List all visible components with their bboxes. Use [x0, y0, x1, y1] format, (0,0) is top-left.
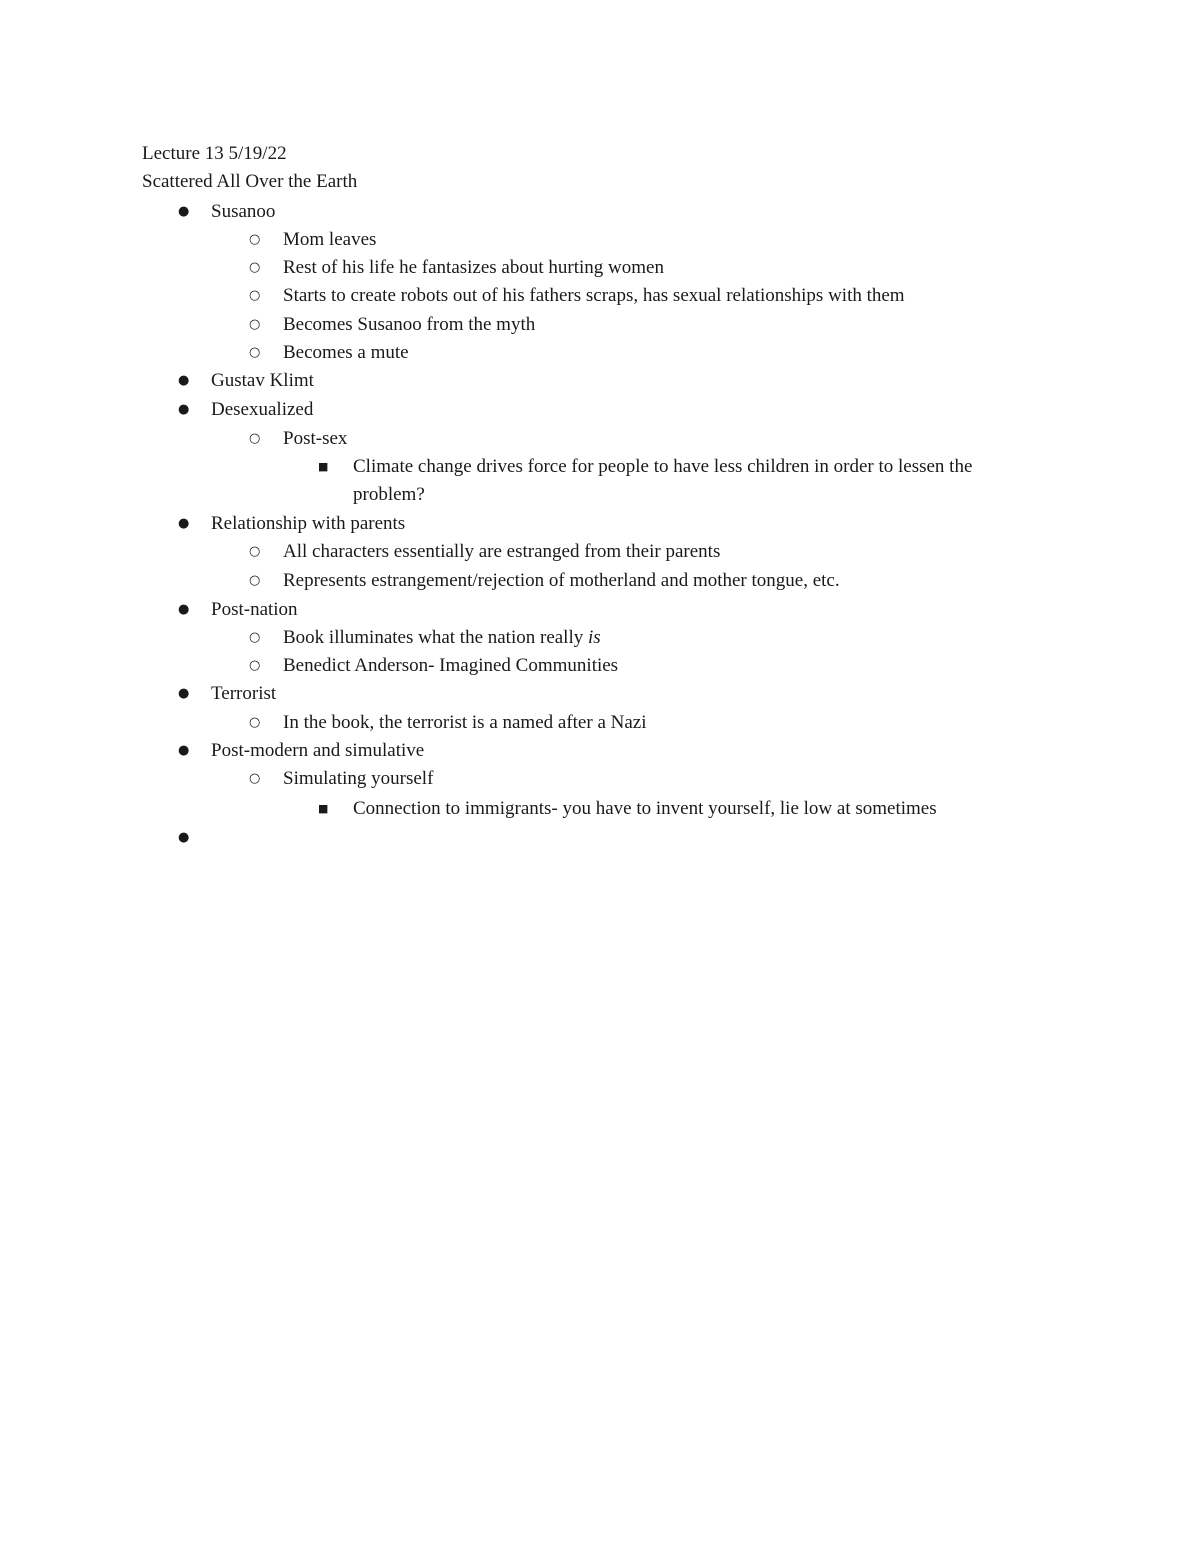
sub-sub-list-item: Connection to immigrants- you have to invent yourself, lie low at sometimes [353, 798, 937, 819]
sub-list-item: Rest of his life he fantasizes about hurting women [283, 257, 664, 278]
disc-bullet-icon: ● [178, 686, 190, 701]
circle-bullet-icon: ○ [249, 544, 261, 559]
circle-bullet-icon: ○ [249, 771, 261, 786]
disc-bullet-icon: ● [178, 516, 190, 531]
circle-bullet-icon: ○ [249, 658, 261, 673]
circle-bullet-icon: ○ [249, 317, 261, 332]
sub-sub-list-item-continuation: problem? [353, 484, 425, 505]
sub-list-item: In the book, the terrorist is a named after a Nazi [283, 712, 647, 733]
sub-list-item-text: Book illuminates what the nation really [283, 627, 588, 648]
disc-bullet-icon: ● [178, 204, 190, 219]
disc-bullet-icon: ● [178, 373, 190, 388]
circle-bullet-icon: ○ [249, 573, 261, 588]
sub-list-item: Post-sex [283, 428, 348, 449]
list-item: Terrorist [211, 683, 277, 704]
circle-bullet-icon: ○ [249, 345, 261, 360]
disc-bullet-icon: ● [178, 402, 190, 417]
circle-bullet-icon: ○ [249, 288, 261, 303]
sub-list-item: Starts to create robots out of his fathers scraps, has sexual relationships with them [283, 285, 905, 306]
sub-sub-list-item: Climate change drives force for people to have less children in order to lessen the [353, 456, 973, 477]
circle-bullet-icon: ○ [249, 715, 261, 730]
list-item: Relationship with parents [211, 513, 406, 534]
disc-bullet-icon: ● [178, 830, 190, 845]
sub-list-item: Benedict Anderson- Imagined Communities [283, 655, 619, 676]
sub-list-item: Represents estrangement/rejection of motherland and mother tongue, etc. [283, 570, 840, 591]
circle-bullet-icon: ○ [249, 630, 261, 645]
list-item: Desexualized [211, 399, 314, 420]
lecture-title: Lecture 13 5/19/22 [142, 143, 287, 164]
sub-list-item: Mom leaves [283, 229, 377, 250]
sub-list-item: All characters essentially are estranged from their parents [283, 541, 721, 562]
disc-bullet-icon: ● [178, 602, 190, 617]
list-item: Post-nation [211, 599, 298, 620]
disc-bullet-icon: ● [178, 743, 190, 758]
circle-bullet-icon: ○ [249, 431, 261, 446]
square-bullet-icon: ■ [318, 460, 329, 473]
sub-list-item: Simulating yourself [283, 768, 434, 789]
emphasis-text: is [588, 627, 601, 648]
sub-list-item: Becomes a mute [283, 342, 409, 363]
list-item: Gustav Klimt [211, 370, 314, 391]
square-bullet-icon: ■ [318, 802, 329, 815]
circle-bullet-icon: ○ [249, 232, 261, 247]
sub-list-item: Becomes Susanoo from the myth [283, 314, 536, 335]
sub-list-item [283, 624, 601, 652]
list-item: Susanoo [211, 201, 276, 222]
circle-bullet-icon: ○ [249, 260, 261, 275]
lecture-subtitle: Scattered All Over the Earth [142, 171, 358, 192]
list-item: Post-modern and simulative [211, 740, 425, 761]
